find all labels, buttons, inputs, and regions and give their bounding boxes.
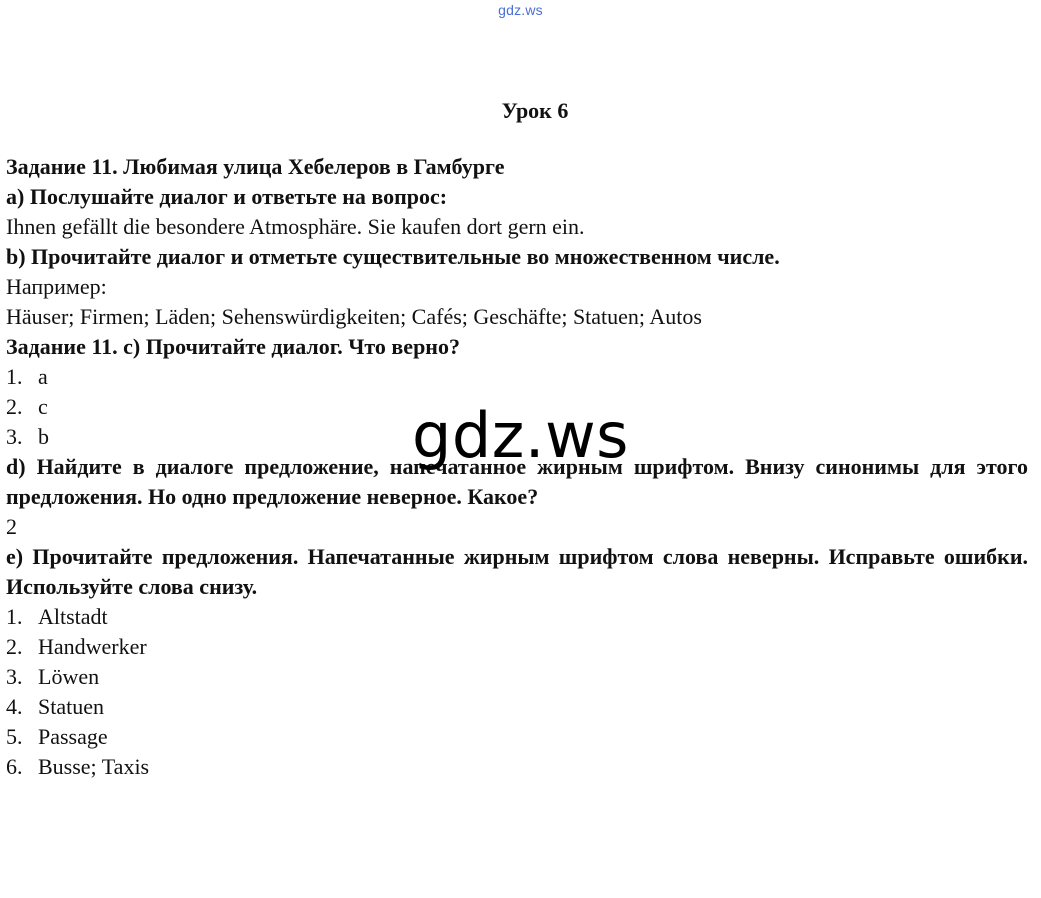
list-text: c	[38, 394, 48, 419]
task-11-a-answer: Ihnen gefällt die besondere Atmosphäre. Sie kaufen dort gern ein.	[6, 214, 585, 239]
task-11-heading: Задание 11. Любимая улица Хебелеров в Гамбурге	[6, 154, 505, 179]
task-11-b-answer: Häuser; Firmen; Läden; Sehenswürdigkeiten; Cafés; Geschäfte; Statuen; Autos	[6, 304, 702, 329]
site-link[interactable]: gdz.ws	[498, 2, 543, 18]
list-item	[6, 662, 1028, 692]
list-number: 1.	[6, 364, 23, 389]
task-11-a-question: a) Послушайте диалог и ответьте на вопрос:	[6, 184, 448, 209]
list-text: Busse; Taxis	[38, 754, 150, 779]
list-text: a	[38, 364, 48, 389]
list-item	[6, 602, 1028, 632]
list-item	[6, 692, 1028, 722]
list-text: Löwen	[38, 664, 100, 689]
lesson-title: Урок 6	[501, 98, 569, 123]
list-item	[6, 632, 1028, 662]
list-text: b	[38, 424, 49, 449]
task-11-b-question: b) Прочитайте диалог и отметьте существительные во множественном числе.	[6, 244, 780, 269]
list-number: 6.	[6, 754, 23, 779]
list-number: 3.	[6, 664, 23, 689]
task-11-b-example-label: Например:	[6, 274, 107, 299]
list-item	[6, 752, 1028, 782]
task-e-question: e) Прочитайте предложения. Напечатанные жирным шрифтом слова неверны. Исправьте ошибки. Используйте слова снизу.	[6, 544, 1028, 599]
task-d-answer: 2	[6, 514, 17, 539]
list-text: Passage	[38, 724, 108, 749]
list-number: 5.	[6, 724, 23, 749]
list-number: 2.	[6, 634, 23, 659]
list-number: 4.	[6, 694, 23, 719]
list-item	[6, 362, 1028, 392]
list-number: 1.	[6, 604, 23, 629]
list-item	[6, 722, 1028, 752]
list-number: 3.	[6, 424, 23, 449]
task-11c-heading: Задание 11. c) Прочитайте диалог. Что верно?	[6, 334, 460, 359]
task-d-question: d) Найдите в диалоге предложение, напечатанное жирным шрифтом. Внизу синонимы для этого предложения. Но одно предложение неверное. Какое?	[6, 454, 1028, 509]
list-text: Altstadt	[38, 604, 108, 629]
list-text: Handwerker	[38, 634, 147, 659]
watermark-logo: gdz.ws	[412, 399, 629, 472]
list-number: 2.	[6, 394, 23, 419]
list-text: Statuen	[38, 694, 104, 719]
